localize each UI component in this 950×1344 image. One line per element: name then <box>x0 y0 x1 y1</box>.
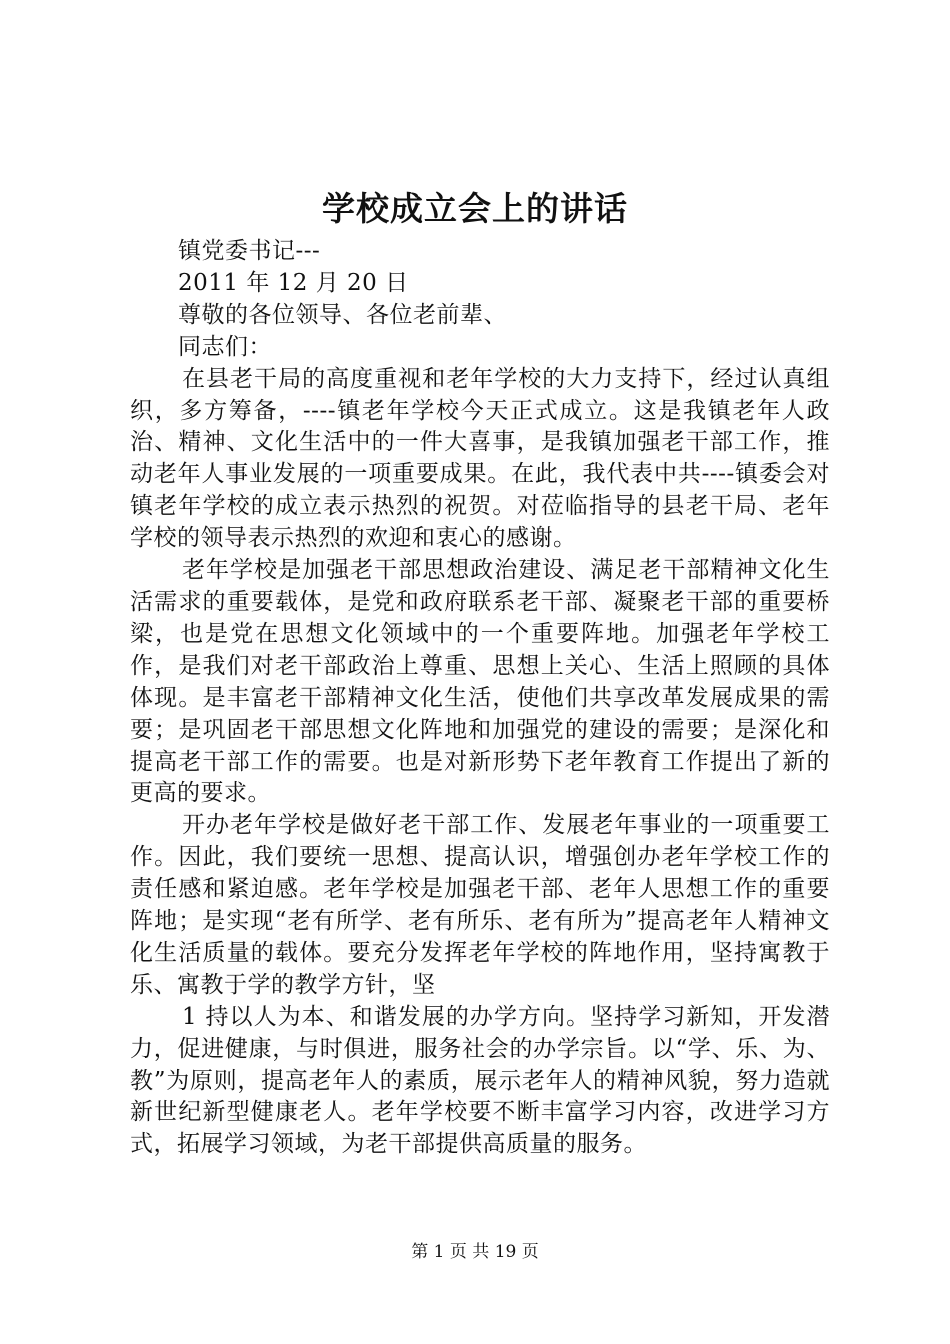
paragraph-2: 老年学校是加强老干部思想政治建设、满足老干部精神文化生活需求的重要载体，是党和政府联系老干部、凝聚老干部的重要桥梁，也是党在思想文化领域中的一个重要阵地。加强老年学校工作，是我们对老干部政治上尊重、思想上关心、生活上照顾的具体体现。是丰富老干部精神文化生活，使他们共享改革发展成果的需要；是巩固老干部思想文化阵地和加强党的建设的需要；是深化和提高老干部工作的需要。也是对新形势下老年教育工作提出了新的更高的要求。 <box>130 557 830 807</box>
salutation-line-1: 尊敬的各位领导、各位老前辈、 <box>178 301 507 328</box>
paragraph-4: 1 持以人为本、和谐发展的办学方向。坚持学习新知，开发潜力，促进健康，与时俱进，服务社会的办学宗旨。以“学、乐、为、教”为原则，提高老年人的素质，展示老年人的精神风貌，努力造就新世纪新型健康老人。老年学校要不断丰富学习内容，改进学习方式，拓展学习领域，为老干部提供高质量的服务。 <box>130 1003 830 1158</box>
document-body <box>130 236 830 1161</box>
date-line: 2011 年 12 月 20 日 <box>178 269 409 296</box>
salutation-line-2: 同志们： <box>178 333 272 360</box>
document-title: 学校成立会上的讲话 <box>322 189 628 228</box>
speaker-line: 镇党委书记--- <box>178 238 321 264</box>
paragraph-3: 开办老年学校是做好老干部工作、发展老年事业的一项重要工作。因此，我们要统一思想、提高认识，增强创办老年学校工作的责任感和紧迫感。老年学校是加强老干部、老年人思想工作的重要阵地；是实现“老有所学、老有所乐、老有所为”提高老年人精神文化生活质量的载体。要充分发挥老年学校的阵地作用，坚持寓教于乐、寓教于学的教学方针，坚 <box>130 812 830 998</box>
paragraph-1: 在县老干局的高度重视和老年学校的大力支持下，经过认真组织，多方筹备，----镇老年学校今天正式成立。这是我镇老年人政治、精神、文化生活中的一件大喜事，是我镇加强老干部工作，推动老年人事业发展的一项重要成果。在此，我代表中共----镇委会对镇老年学校的成立表示热烈的祝贺。对莅临指导的县老干局、老年学校的领导表示热烈的欢迎和衷心的感谢。 <box>130 365 830 552</box>
page-footer: 第 1 页 共 19 页 <box>411 1242 539 1262</box>
